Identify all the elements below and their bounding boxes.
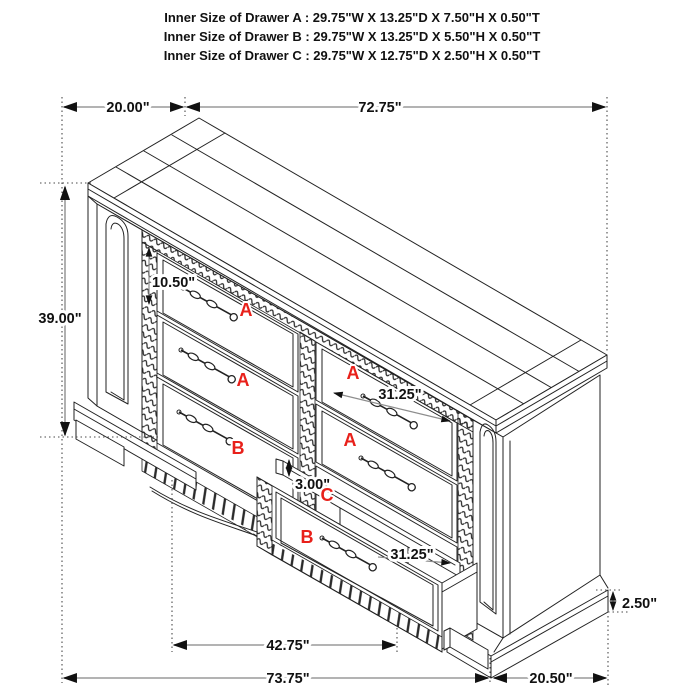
header-line-drawer-a: Inner Size of Drawer A : 29.75"W X 13.25"D X 7.50"H X 0.50"T	[164, 10, 540, 25]
dimension-top-depth: 20.00"	[106, 100, 150, 116]
dimension-pullout-width: 42.75"	[266, 638, 310, 654]
drawer-label-b-pullout: B	[300, 527, 314, 547]
dimension-drawer-b-width: 31.25"	[390, 547, 434, 563]
drawer-label-a-right-1: A	[346, 363, 360, 383]
dimension-total-width: 73.75"	[266, 671, 310, 687]
dimension-drawer-a-width: 31.25"	[378, 387, 422, 403]
dimension-top-width: 72.75"	[358, 100, 402, 116]
drawer-label-c: C	[320, 485, 334, 505]
header-spec-text	[164, 10, 541, 63]
drawer-label-a-left-1: A	[239, 300, 253, 320]
drawer-label-a-right-2: A	[343, 430, 357, 450]
dimension-base-depth: 20.50"	[529, 671, 573, 687]
header-line-drawer-b: Inner Size of Drawer B : 29.75"W X 13.25"D X 5.50"H X 0.50"T	[163, 29, 541, 44]
header-line-drawer-c: Inner Size of Drawer C : 29.75"W X 12.75"D X 2.50"H X 0.50"T	[163, 48, 541, 63]
dimension-height: 39.00"	[38, 311, 82, 327]
drawer-label-a-left-2: A	[236, 370, 250, 390]
dresser-line-art	[74, 118, 608, 678]
drawer-label-b-left: B	[231, 438, 245, 458]
dimension-drawer-c-front: 3.00"	[295, 477, 331, 493]
dimension-base-height: 2.50"	[622, 596, 658, 612]
dimension-drawer-front-height: 10.50"	[152, 275, 196, 291]
